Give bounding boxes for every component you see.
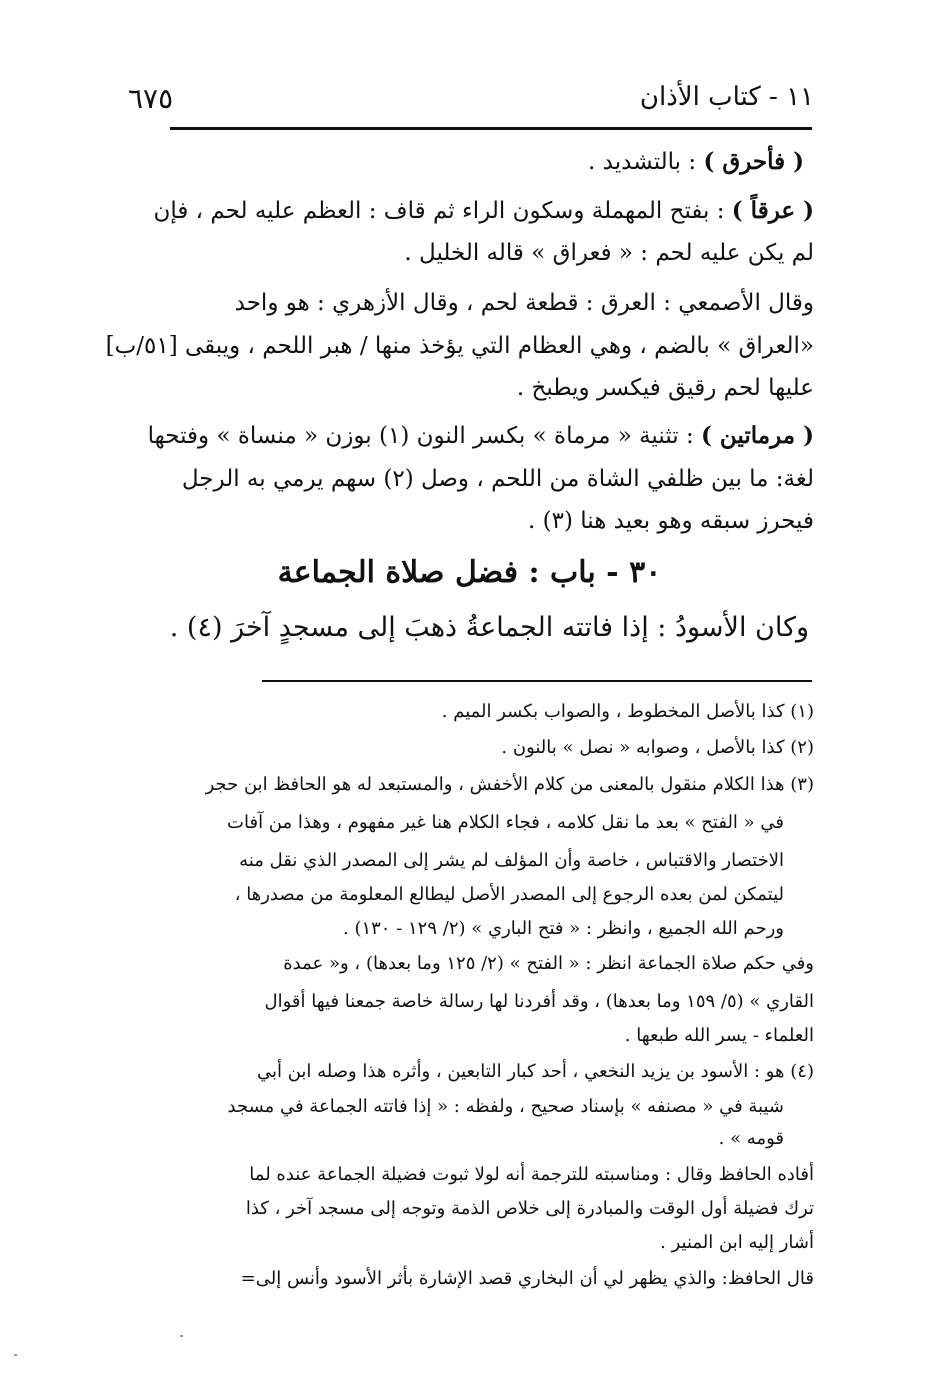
footnote-3-continuation: القاري » (٥/ ١٥٩ وما بعدها) ، وقد أفردنا لها رسالة خاصة جمعنا فيها أقوال [264, 991, 814, 1012]
gloss-fahraq: : بالتشديد . [588, 149, 704, 175]
chapter-heading: ٣٠ - باب : فضل صلاة الجماعة [277, 555, 662, 590]
paragraph-fahraq [588, 144, 804, 180]
term-arqan: ( عرقاً ) [731, 197, 814, 224]
paragraph-marmatain-line-2: لغة: ما بين ظلفي الشاة من اللحم ، وصل (٢) سهم يرمي به الرجل [181, 466, 814, 492]
footnote-3-continuation: العلماء - يسر الله طبعها . [624, 1025, 814, 1046]
paragraph-marmatain-line-1 [148, 418, 814, 454]
footnote-4-continuation: أفاده الحافظ وقال : ومناسبته للترجمة أنه لولا ثبوت فضيلة الجماعة عنده لما [249, 1164, 814, 1185]
footnote-3-line: ليتمكن لمن بعده الرجوع إلى المصدر الأصل ليطالع المعلومة من مصدرها ، [234, 884, 784, 905]
header-divider [170, 127, 812, 130]
paragraph-marmatain-line-3: فيحرز سبقه وهو بعيد هنا (٣) . [528, 508, 814, 534]
footnote-4-line: قومه » . [718, 1128, 784, 1149]
paragraph-asmai-line-1: وقال الأصمعي : العرق : قطعة لحم ، وقال الأزهري : هو واحد [234, 290, 814, 316]
scan-speck [14, 1354, 17, 1356]
term-marmatain: ( مرماتين ) [701, 422, 814, 449]
footnote-2: (٢) كذا بالأصل ، وصوابه « نصل » بالنون . [501, 737, 814, 758]
footnote-4-continuation: أشار إليه ابن المنير . [660, 1232, 814, 1253]
scan-speck [180, 1335, 183, 1337]
gloss-arqan: : بفتح المهملة وسكون الراء ثم قاف : العظم عليه لحم ، فإن [153, 198, 732, 224]
footnote-4-line: (٤) هو : الأسود بن يزيد النخعي ، أحد كبار التابعين ، وأثره هذا وصله ابن أبي [256, 1061, 814, 1082]
footnote-3-line: (٣) هذا الكلام منقول بالمعنى من كلام الأخفش ، والمستبعد له هو الحافظ ابن حجر [205, 774, 814, 795]
term-fahraq: ( فأحرق ) [703, 148, 804, 175]
page-number: ٦٧٥ [128, 82, 174, 115]
footnote-divider [262, 680, 812, 682]
footnote-3-line: الاختصار والاقتباس ، خاصة وأن المؤلف لم يشر إلى المصدر الذي نقل منه [239, 850, 784, 871]
paragraph-arqan-line-1 [153, 193, 814, 229]
chapter-athar: وكان الأسودُ : إذا فاتته الجماعةُ ذهبَ إلى مسجدٍ آخرَ (٤) . [169, 612, 809, 643]
footnote-3-continuation: وفي حكم صلاة الجماعة انظر : « الفتح » (٢/ ١٢٥ وما بعدها) ، و« عمدة [283, 953, 814, 974]
paragraph-asmai-line-2: «العراق » بالضم ، وهي العظام التي يؤخذ منها / هبر اللحم ، ويبقى [٥١/ب] [105, 333, 814, 359]
paragraph-asmai-line-3: عليها لحم رقيق فيكسر ويطبخ . [516, 375, 814, 401]
footnote-4-line: شيبة في « مصنفه » بإسناد صحيح ، ولفظه : « إذا فاتته الجماعة في مسجد [227, 1096, 784, 1117]
footnote-3-line: في « الفتح » بعد ما نقل كلامه ، فجاء الكلام هنا غير مفهوم ، وهذا من آفات [227, 812, 784, 833]
footnote-1: (١) كذا بالأصل المخطوط ، والصواب بكسر الميم . [441, 701, 814, 722]
gloss-marmatain: : تثنية « مرماة » بكسر النون (١) بوزن « منساة » وفتحها [147, 423, 702, 449]
paragraph-arqan-line-2: لم يكن عليه لحم : « فعراق » قاله الخليل . [404, 240, 814, 266]
footnote-3-line: ورحم الله الجميع ، وانظر : « فتح الباري » (٢/ ١٢٩ - ١٣٠) . [343, 918, 784, 939]
running-header-title: ١١ - كتاب الأذان [639, 82, 814, 112]
footnote-4-continuation: ترك فضيلة أول الوقت والمبادرة إلى خلاص الذمة وتوجه إلى مسجد آخر ، كذا [245, 1198, 814, 1219]
footnote-4-final-line: قال الحافظ: والذي يظهر لي أن البخاري قصد الإشارة بأثر الأسود وأنس إلى= [240, 1268, 814, 1289]
